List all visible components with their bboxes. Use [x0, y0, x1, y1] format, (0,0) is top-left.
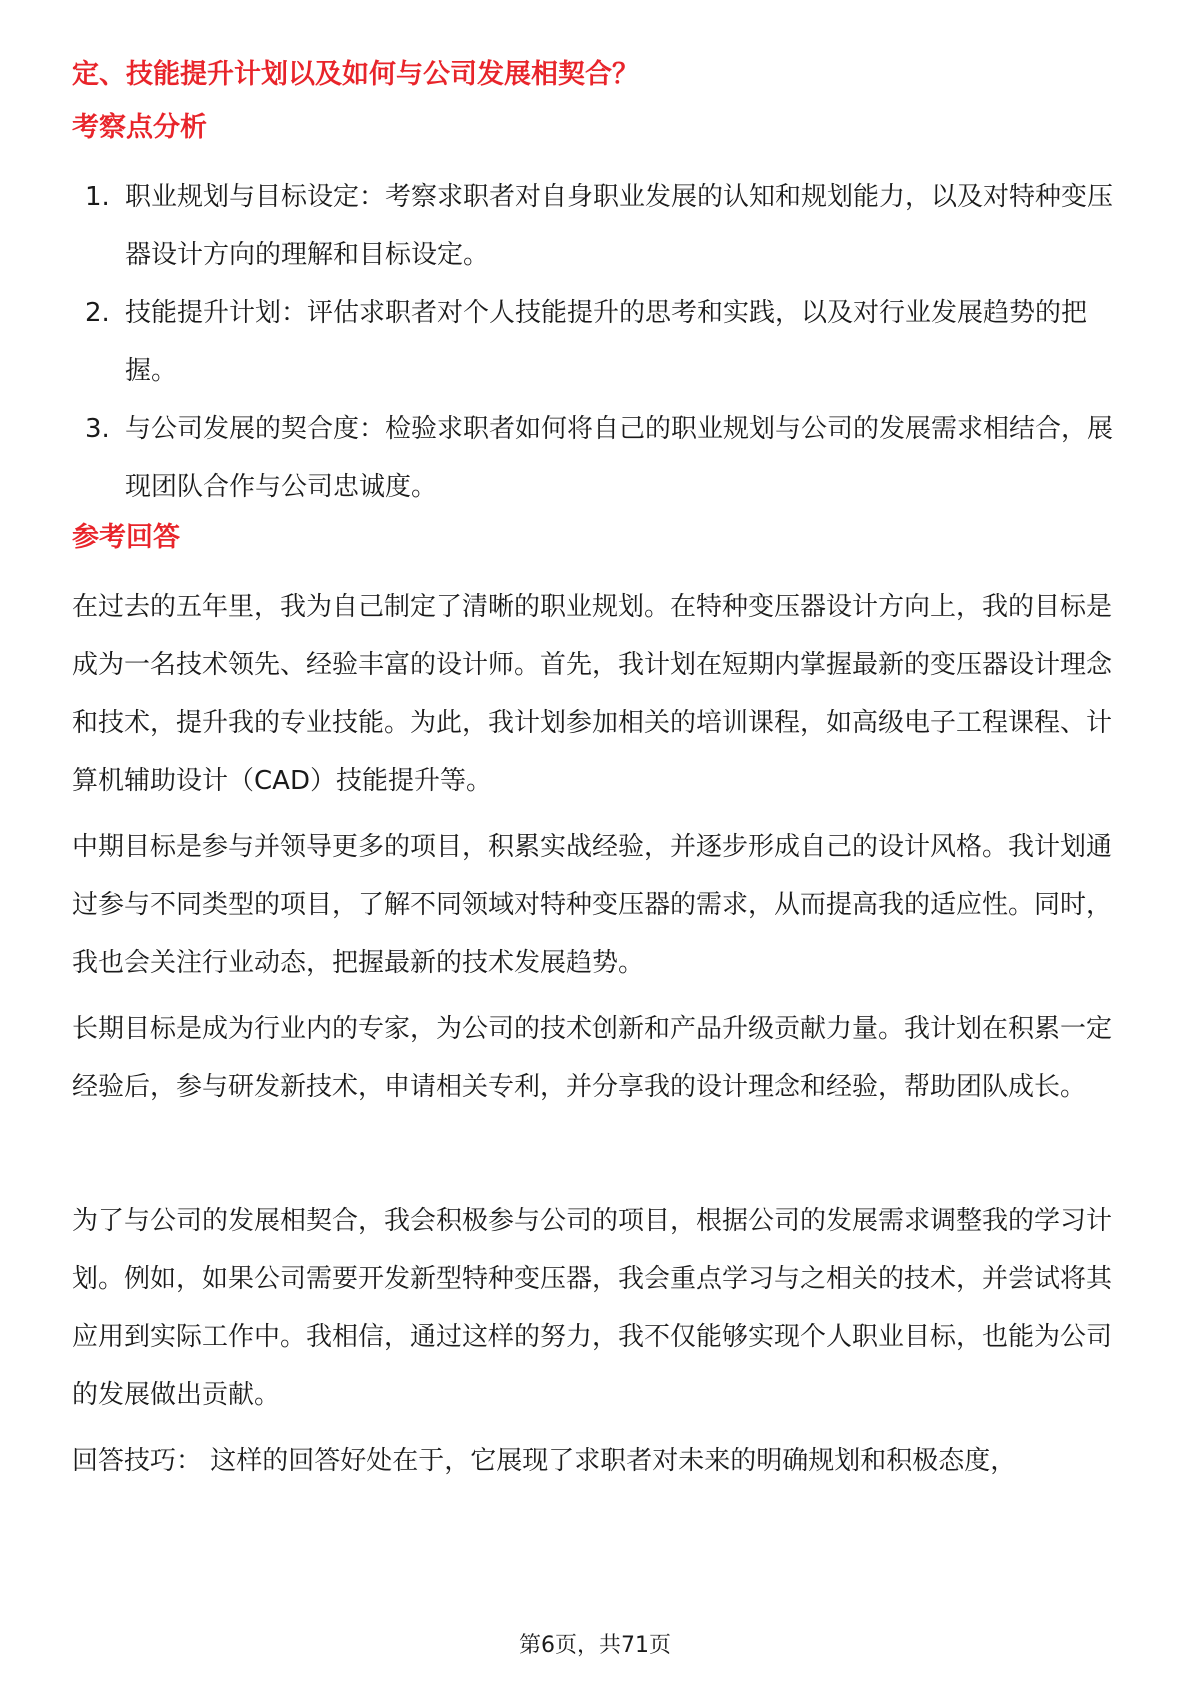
list-item-number: 3. [85, 414, 110, 444]
answer-section-heading [72, 518, 1122, 558]
list-item-number: 1. [85, 182, 110, 212]
list-item [85, 168, 1125, 284]
list-item-text: 与公司发展的契合度：检验求职者如何将自己的职业规划与公司的发展需求相结合，展现团队合作与公司忠诚度。 [125, 414, 1114, 502]
answer-tip [72, 1432, 1122, 1490]
analysis-section-heading [72, 108, 1122, 148]
question-continuation [72, 55, 1122, 95]
list-item [85, 284, 1125, 400]
list-item [85, 400, 1125, 516]
paragraph-text: 为了与公司的发展相契合，我会积极参与公司的项目，根据公司的发展需求调整我的学习计划。例如，如果公司需要开发新型特种变压器，我会重点学习与之相关的技术，并尝试将其应用到实际工作中。我相信，通过这样的努力，我不仅能够实现个人职业目标，也能为公司的发展做出贡献。 [72, 1206, 1113, 1410]
page-number: 第6页，共71页 [519, 1633, 671, 1658]
answer-paragraph [72, 578, 1122, 810]
answer-heading: 参考回答 [72, 522, 180, 553]
paragraph-text: 长期目标是成为行业内的专家，为公司的技术创新和产品升级贡献力量。我计划在积累一定经验后，参与研发新技术，申请相关专利，并分享我的设计理念和经验，帮助团队成长。 [72, 1014, 1113, 1102]
list-item-text: 技能提升计划：评估求职者对个人技能提升的思考和实践，以及对行业发展趋势的把握。 [125, 298, 1088, 386]
question-text: 定、技能提升计划以及如何与公司发展相契合？ [72, 59, 639, 90]
tip-text: 回答技巧： 这样的回答好处在于，它展现了求职者对未来的明确规划和积极态度， [72, 1446, 1017, 1476]
answer-paragraph [72, 818, 1122, 992]
analysis-list [85, 168, 1125, 516]
list-item-number: 2. [85, 298, 110, 328]
paragraph-text: 中期目标是参与并领导更多的项目，积累实战经验，并逐步形成自己的设计风格。我计划通过参与不同类型的项目，了解不同领域对特种变压器的需求，从而提高我的适应性。同时，我也会关注行业动态，把握最新的技术发展趋势。 [72, 832, 1113, 978]
analysis-heading: 考察点分析 [72, 112, 207, 143]
list-item-text: 职业规划与目标设定：考察求职者对自身职业发展的认知和规划能力，以及对特种变压器设计方向的理解和目标设定。 [125, 182, 1114, 270]
answer-paragraph [72, 1000, 1122, 1116]
paragraph-text: 在过去的五年里，我为自己制定了清晰的职业规划。在特种变压器设计方向上，我的目标是成为一名技术领先、经验丰富的设计师。首先，我计划在短期内掌握最新的变压器设计理念和技术，提升我的专业技能。为此，我计划参加相关的培训课程，如高级电子工程课程、计算机辅助设计（CAD）技能提升等。 [72, 592, 1113, 796]
answer-paragraph [72, 1192, 1122, 1424]
